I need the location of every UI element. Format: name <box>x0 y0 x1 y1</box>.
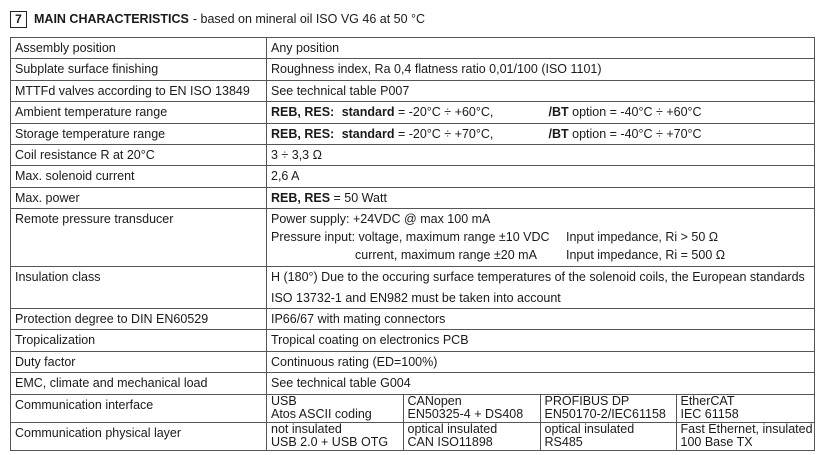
table-row <box>11 267 815 309</box>
standard-range: = -20°C ÷ +60°C, <box>397 105 494 120</box>
row-label: MTTFd valves according to EN ISO 13849 <box>11 80 267 101</box>
row-label: Coil resistance R at 20°C <box>11 145 267 166</box>
characteristics-table <box>10 37 815 451</box>
physical-layer-subtable <box>267 423 814 450</box>
bt-range: option = -40°C ÷ +70°C <box>572 126 702 141</box>
table-row <box>11 351 815 372</box>
ethercat-cell: EtherCAT IEC 61158 <box>676 395 814 422</box>
row-value: 2,6 A <box>267 166 815 187</box>
row-value: See technical table G004 <box>267 373 815 394</box>
pressure-current-text: current, maximum range ±20 mA <box>355 248 537 263</box>
row-value: Tropical coating on electronics PCB <box>267 330 815 351</box>
row-label: Tropicalization <box>11 330 267 351</box>
row-value <box>267 422 815 450</box>
usb-phys-cell: not insulated USB 2.0 + USB OTG <box>271 422 389 450</box>
row-label: Communication physical layer <box>11 422 267 450</box>
table-row <box>11 422 815 450</box>
row-value: Any position <box>267 38 815 59</box>
canopen-phys-cell: optical insulated CAN ISO11898 <box>403 423 540 450</box>
row-label: Max. power <box>11 187 267 208</box>
profibus-cell: PROFIBUS DP EN50170-2/IEC61158 <box>540 395 676 422</box>
table-row <box>11 145 815 166</box>
standard-label: standard <box>341 126 395 141</box>
row-label: Communication interface <box>11 394 267 422</box>
table-row <box>11 80 815 101</box>
bt-range: option = -40°C ÷ +60°C <box>572 105 702 120</box>
table-row <box>11 123 815 144</box>
table-row <box>11 187 815 208</box>
row-label: Assembly position <box>11 38 267 59</box>
row-label: Ambient temperature range <box>11 102 267 123</box>
bt-label: /BT <box>548 126 569 141</box>
row-label: Subplate surface finishing <box>11 59 267 80</box>
row-value <box>267 209 815 267</box>
profibus-phys-cell: optical insulated RS485 <box>540 423 676 450</box>
standard-label: standard <box>341 105 395 120</box>
row-value: Continuous rating (ED=100%) <box>267 351 815 372</box>
row-value: See technical table P007 <box>267 80 815 101</box>
row-value <box>267 267 815 309</box>
row-label: Storage temperature range <box>11 123 267 144</box>
row-value: IP66/67 with mating connectors <box>267 309 815 330</box>
row-label: Insulation class <box>11 267 267 309</box>
usb-cell: USB Atos ASCII coding <box>271 394 372 422</box>
standard-range: = -20°C ÷ +70°C, <box>397 126 494 141</box>
ethercat-phys-cell: Fast Ethernet, insulated 100 Base TX <box>676 423 814 450</box>
insulation-text-2: ISO 13732-1 and EN982 must be taken into account <box>271 290 561 305</box>
power-value: = 50 Watt <box>333 190 387 205</box>
impedance-current-text: Input impedance, Ri = 500 Ω <box>566 248 726 263</box>
row-label: Remote pressure transducer <box>11 209 267 267</box>
row-value: Roughness index, Ra 0,4 flatness ratio 0,01/100 (ISO 1101) <box>267 59 815 80</box>
comm-interface-subtable <box>267 395 814 422</box>
row-value: 3 ÷ 3,3 Ω <box>267 145 815 166</box>
section-subtitle: - based on mineral oil ISO VG 46 at 50 °C <box>192 12 426 26</box>
row-value <box>267 102 815 123</box>
pressure-voltage-text: Pressure input: voltage, maximum range ±10 VDC <box>271 230 550 245</box>
section-number: 7 <box>10 11 27 28</box>
table-row <box>11 373 815 394</box>
row-value <box>267 394 815 422</box>
row-label: Duty factor <box>11 351 267 372</box>
row-value <box>267 123 815 144</box>
canopen-cell: CANopen EN50325-4 + DS408 <box>403 395 540 422</box>
power-supply-text: Power supply: +24VDC @ max 100 mA <box>271 212 491 227</box>
section-title: MAIN CHARACTERISTICS <box>34 12 189 26</box>
row-label: Max. solenoid current <box>11 166 267 187</box>
section-header <box>10 9 425 29</box>
table-row <box>11 38 815 59</box>
models-label: REB, RES <box>271 190 331 205</box>
table-row <box>11 330 815 351</box>
table-row <box>11 209 815 267</box>
row-value <box>267 187 815 208</box>
bt-label: /BT <box>548 105 569 120</box>
insulation-text-1: H (180°) Due to the occuring surface temperatures of the solenoid coils, the European standards <box>271 270 805 285</box>
table-row <box>11 309 815 330</box>
table-row <box>11 59 815 80</box>
table-row <box>11 394 815 422</box>
impedance-voltage-text: Input impedance, Ri > 50 Ω <box>566 230 719 245</box>
row-label: Protection degree to DIN EN60529 <box>11 309 267 330</box>
table-row <box>11 166 815 187</box>
models-label: REB, RES: <box>271 105 335 120</box>
table-row <box>11 102 815 123</box>
row-label: EMC, climate and mechanical load <box>11 373 267 394</box>
models-label: REB, RES: <box>271 126 335 141</box>
